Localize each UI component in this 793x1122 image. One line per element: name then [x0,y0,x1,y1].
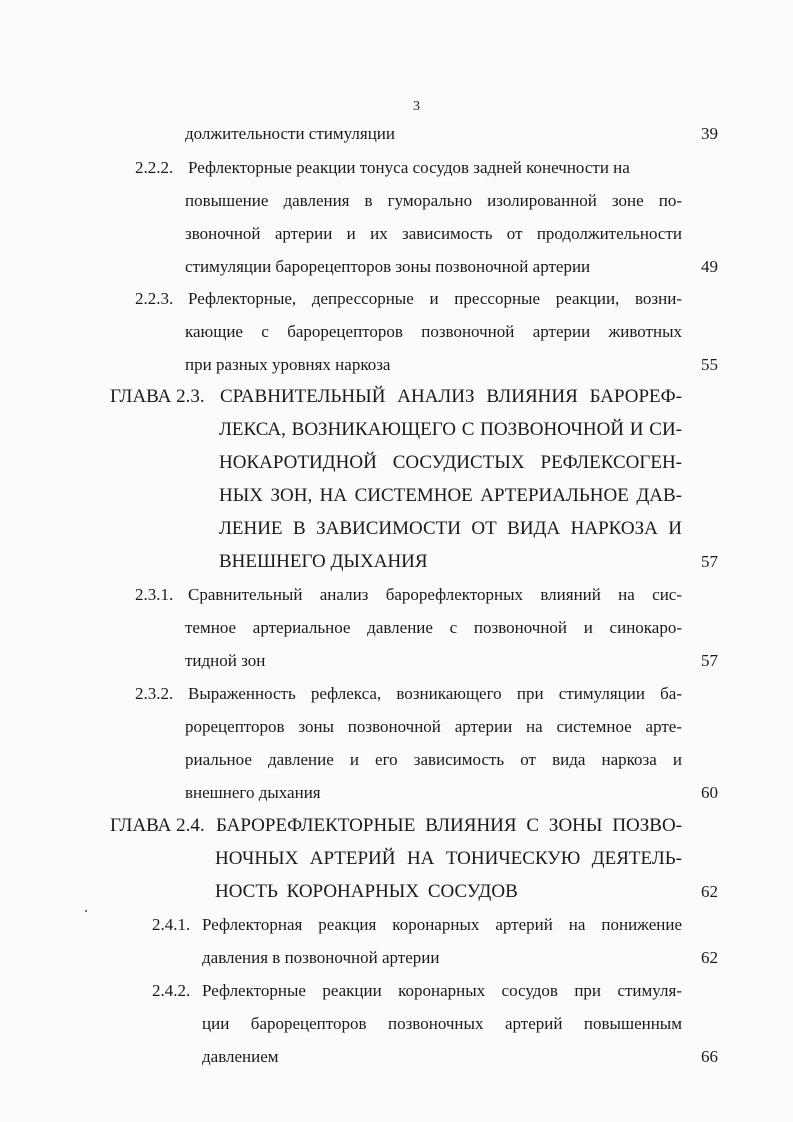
toc-page-number: 55 [701,355,718,374]
toc-line: стимуляции барорецепторов зоны позвоночной артерии [185,257,591,276]
toc-line: риальное давление и его зависимость от вида наркоза и [185,750,682,769]
toc-chapter-line: НОСТЬ КОРОНАРНЫХ СОСУДОВ [215,881,518,902]
toc-line: Сравнительный анализ барорефлекторных влияний на сис- [188,585,682,604]
toc-page-number: 62 [701,948,718,967]
toc-chapter-line: БАРОРЕФЛЕКТОРНЫЕ ВЛИЯНИЯ С ЗОНЫ ПОЗВО- [216,815,682,836]
toc-chapter-code: ГЛАВА 2.4. [110,815,205,836]
toc-line: Рефлекторные, депрессорные и прессорные реакции, возни- [188,289,682,308]
toc-line: Рефлекторные реакции тонуса сосудов задней конечности на [188,158,630,177]
toc-page-number: 57 [701,651,718,670]
toc-page-number: 62 [701,882,718,901]
toc-line: давления в позвоночной артерии [202,948,440,967]
toc-line: внешнего дыхания [185,783,321,802]
toc-page-number: 49 [701,257,718,276]
toc-chapter-line: ЛЕНИЕ В ЗАВИСИМОСТИ ОТ ВИДА НАРКОЗА И [219,518,682,539]
toc-line: при разных уровнях наркоза [185,355,391,374]
toc-line: кающие с барорецепторов позвоночной артерии животных [185,322,682,341]
toc-section-code: 2.3.1. [135,585,174,604]
toc-line: темное артериальное давление с позвоночной и синокаро- [185,618,682,637]
page-number: 3 [413,99,420,114]
toc-page-number: 57 [701,552,718,571]
toc-chapter-line: НОЧНЫХ АРТЕРИЙ НА ТОНИЧЕСКУЮ ДЕЯТЕЛЬ- [215,848,682,869]
toc-line: Рефлекторная реакция коронарных артерий на понижение [202,915,682,934]
toc-section-code: 2.4.2. [152,981,191,1000]
toc-chapter-line: ВНЕШНЕГО ДЫХАНИЯ [219,551,428,572]
toc-page-number: 39 [701,124,718,143]
toc-line: давлением [202,1047,279,1066]
toc-page-number: 60 [701,783,718,802]
toc-section-code: 2.4.1. [152,915,191,934]
toc-line: звоночной артерии и их зависимость от продолжительности [185,224,682,243]
toc-chapter-line: ЛЕКСА, ВОЗНИКАЮЩЕГО С ПОЗВОНОЧНОЙ И СИ- [219,419,682,440]
toc-line: Выраженность рефлекса, возникающего при стимуляции ба- [188,684,682,703]
toc-chapter-line: СРАВНИТЕЛЬНЫЙ АНАЛИЗ ВЛИЯНИЯ БАРОРЕФ- [220,386,682,407]
toc-chapter-line: НЫХ ЗОН, НА СИСТЕМНОЕ АРТЕРИАЛЬНОЕ ДАВ- [219,485,682,506]
toc-section-code: 2.2.3. [135,289,174,308]
toc-section-code: 2.3.2. [135,684,174,703]
toc-line: тидной зон [185,651,266,670]
toc-line: ции барорецепторов позвоночных артерий повышенным [202,1014,682,1033]
toc-page-number: 66 [701,1047,718,1066]
toc-chapter-line: НОКАРОТИДНОЙ СОСУДИСТЫХ РЕФЛЕКСОГЕН- [219,452,682,473]
scan-speck [85,910,87,912]
toc-chapter-code: ГЛАВА 2.3. [110,386,205,407]
toc-line: Рефлекторные реакции коронарных сосудов при стимуля- [202,981,682,1000]
toc-line: рорецепторов зоны позвоночной артерии на системное арте- [185,717,682,736]
toc-section-code: 2.2.2. [135,158,174,177]
toc-line: должительности стимуляции [185,124,395,143]
toc-line: повышение давления в гуморально изолированной зоне по- [185,191,682,210]
